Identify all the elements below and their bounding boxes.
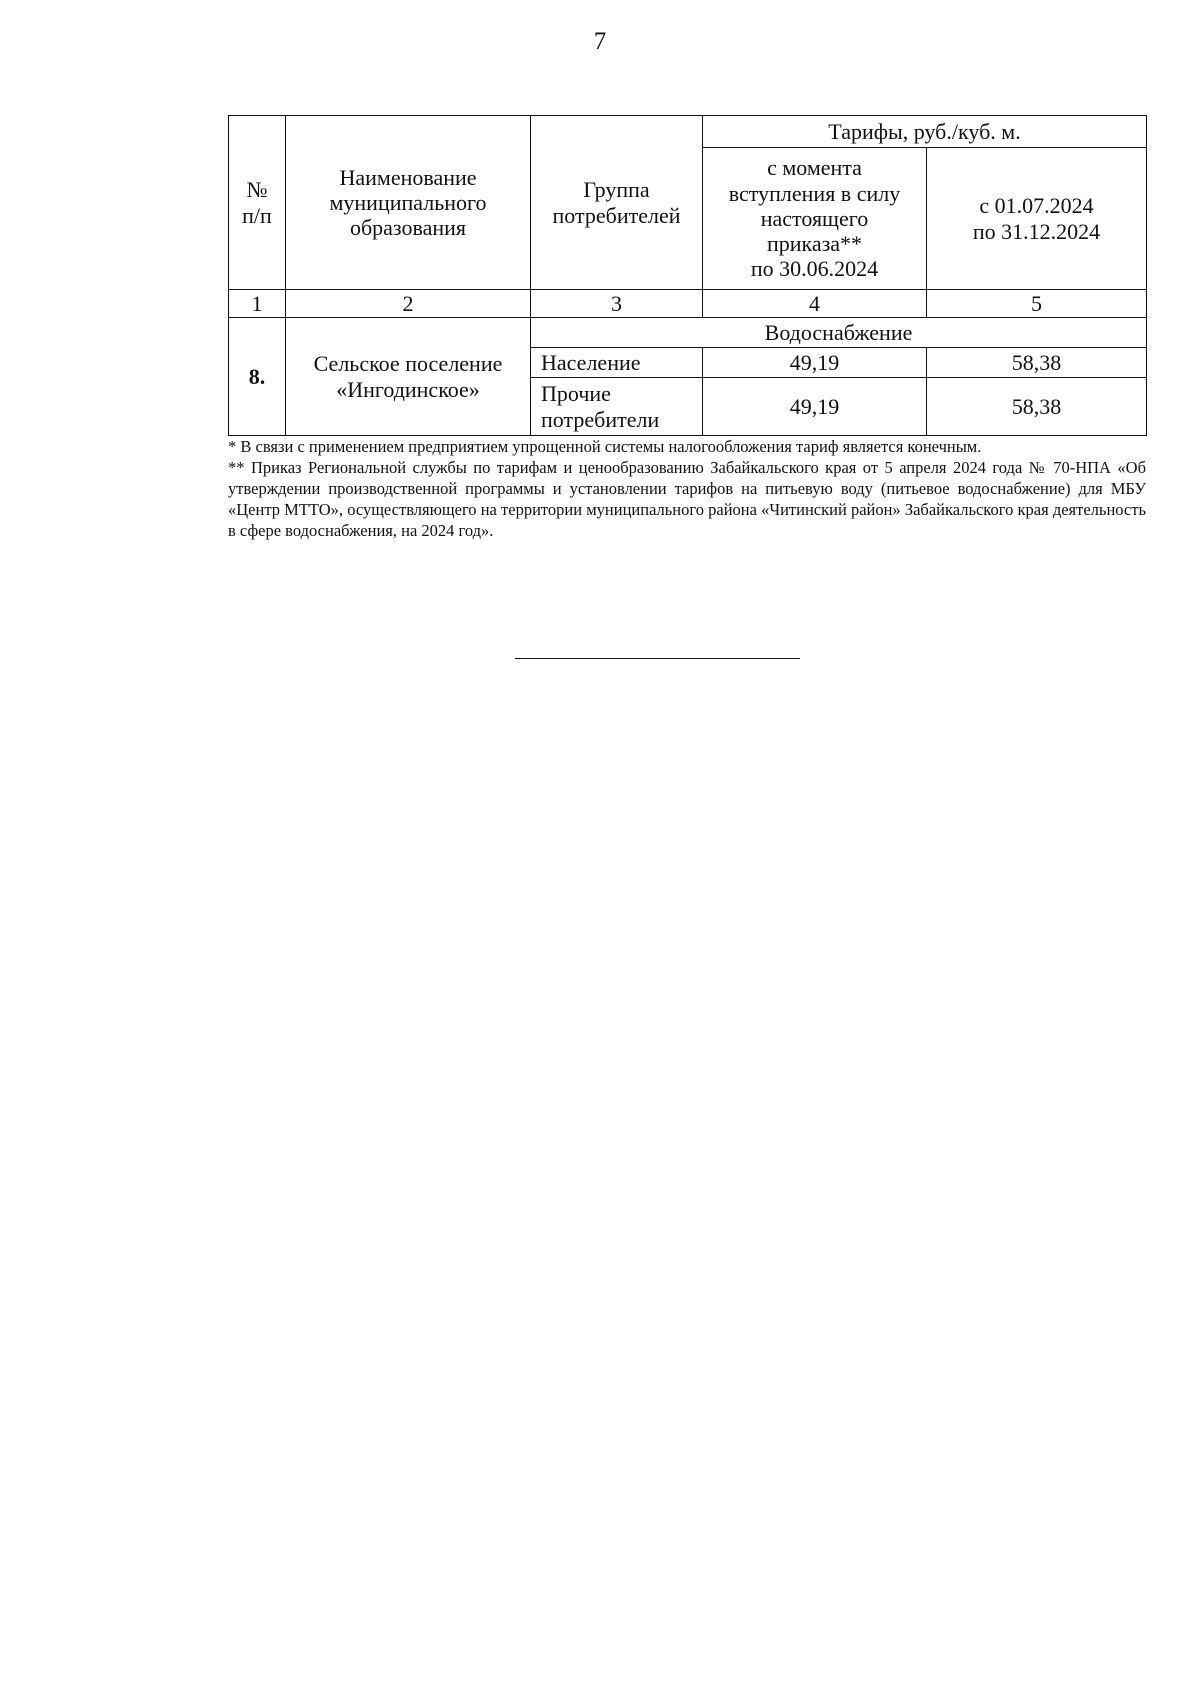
row-municipality-line-1: Сельское поселение [313,351,503,377]
tariff-value-period-1: 49,19 [703,378,927,436]
consumer-group-name [531,378,703,436]
tariff-value-period-1: 49,19 [703,348,927,378]
header-municipality [286,116,531,290]
row-municipality [286,318,531,436]
header-period-1-line-3: настоящего [760,205,869,231]
consumer-group-name-line-1: Прочие [541,381,611,407]
column-number-2: 2 [286,290,531,318]
row-number: 8. [229,318,286,436]
tariff-value-period-2: 58,38 [927,378,1147,436]
header-num-line-2: п/п [242,202,272,228]
header-municipality-line-3: образования [349,215,467,241]
consumer-group-name: Население [531,348,703,378]
tariff-table [228,115,1147,436]
header-period-2-line-1: с 01.07.2024 [979,193,1094,219]
column-numbers-row [229,290,1147,318]
header-group-line-1: Группа [583,177,650,203]
header-tariffs-title: Тарифы, руб./куб. м. [703,116,1147,148]
header-period-1 [703,148,927,290]
page-number: 7 [593,28,607,55]
footnotes [228,436,1146,541]
column-number-3: 3 [531,290,703,318]
column-number-1: 1 [229,290,286,318]
tariff-value-period-2: 58,38 [927,348,1147,378]
header-municipality-line-2: муниципального [329,189,487,215]
end-divider [515,658,800,659]
footnote-1: * В связи с применением предприятием упрощенной системы налогообложения тариф является конечным. [228,437,982,456]
column-number-4: 4 [703,290,927,318]
footnote-2: ** Приказ Региональной службы по тарифам и ценообразованию Забайкальского края от 5 апреля 2024 года № 70-НПА «Об утверждении производственной программы и установлении тарифов на питьевую воду (питьевое водоснабжение) для МБУ «Центр МТТО», осуществляющего на территории муниципального района «Читинский район» Забайкальского края деятельность в сфере водоснабжения, на 2024 год». [228,458,1146,540]
service-name: Водоснабжение [531,318,1147,348]
header-num-line-1: № [246,177,268,203]
row-municipality-line-2: «Ингодинское» [336,376,480,402]
column-number-5: 5 [927,290,1147,318]
header-period-1-line-4: приказа** [766,231,863,257]
header-municipality-line-1: Наименование [339,164,477,190]
header-period-1-line-1: с момента [767,155,862,181]
header-num [229,116,286,290]
header-period-1-line-5: по 30.06.2024 [750,256,879,282]
header-period-2 [927,148,1147,290]
header-group [531,116,703,290]
header-period-1-line-2: вступления в силу [728,180,901,206]
header-group-line-2: потребителей [552,202,681,228]
consumer-group-name-line-2: потребители [541,406,660,432]
header-period-2-line-2: по 31.12.2024 [972,218,1101,244]
